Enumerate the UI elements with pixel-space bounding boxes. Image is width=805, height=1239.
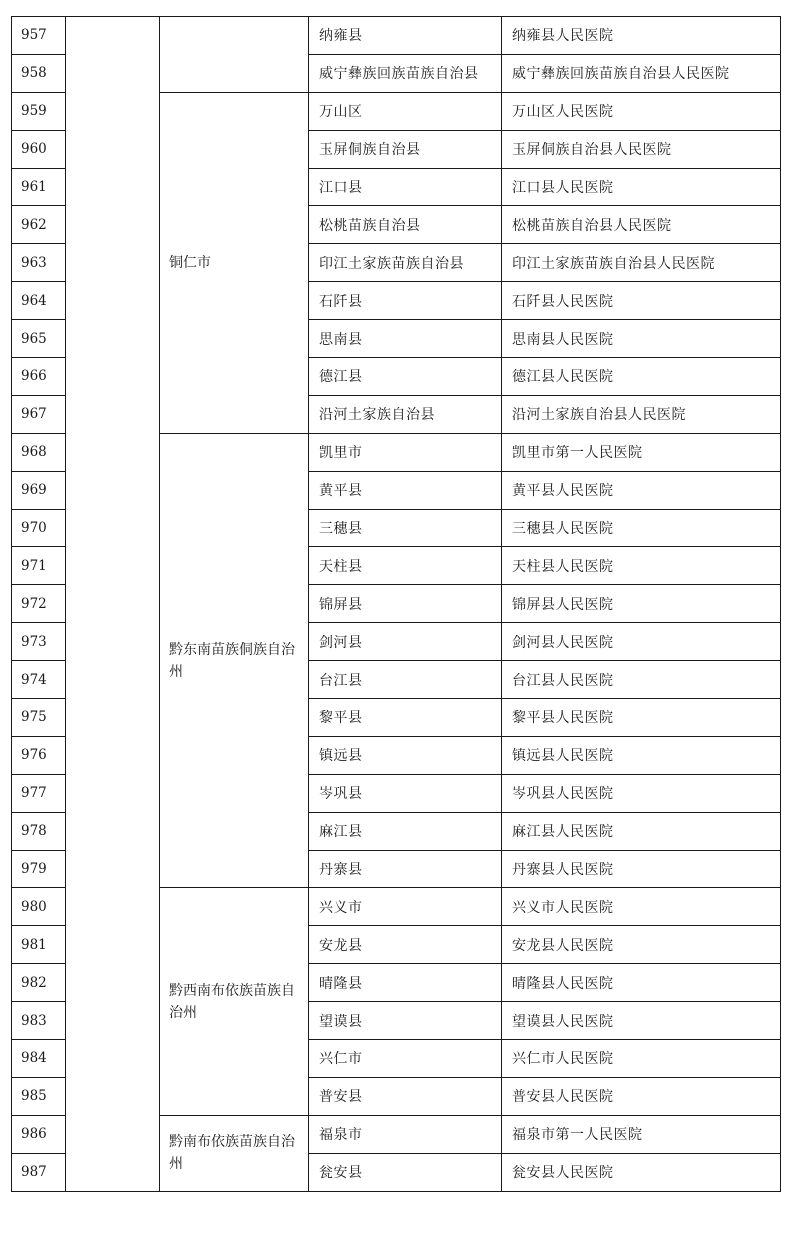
row-number: 973	[12, 623, 66, 661]
row-number: 960	[12, 130, 66, 168]
city-cell-continued	[160, 17, 309, 93]
row-number: 963	[12, 244, 66, 282]
hospital-cell: 望谟县人民医院	[502, 1002, 781, 1040]
hospital-cell: 兴义市人民医院	[502, 888, 781, 926]
row-number: 959	[12, 92, 66, 130]
hospital-cell: 石阡县人民医院	[502, 282, 781, 320]
hospital-cell: 思南县人民医院	[502, 320, 781, 358]
county-cell: 黄平县	[309, 471, 502, 509]
hospital-cell: 兴仁市人民医院	[502, 1040, 781, 1078]
row-number: 983	[12, 1002, 66, 1040]
hospital-cell: 德江县人民医院	[502, 358, 781, 396]
city-cell-qianxinan: 黔西南布依族苗族自治州	[160, 888, 309, 1115]
county-cell: 玉屏侗族自治县	[309, 130, 502, 168]
row-number: 984	[12, 1040, 66, 1078]
row-number: 957	[12, 17, 66, 55]
county-cell: 岑巩县	[309, 774, 502, 812]
row-number: 975	[12, 699, 66, 737]
county-cell: 印江土家族苗族自治县	[309, 244, 502, 282]
county-cell: 望谟县	[309, 1002, 502, 1040]
row-number: 979	[12, 850, 66, 888]
row-number: 976	[12, 736, 66, 774]
county-cell: 剑河县	[309, 623, 502, 661]
row-number: 961	[12, 168, 66, 206]
row-number: 965	[12, 320, 66, 358]
county-cell: 兴仁市	[309, 1040, 502, 1078]
county-cell: 镇远县	[309, 736, 502, 774]
county-cell: 松桃苗族自治县	[309, 206, 502, 244]
hospital-cell: 三穗县人民医院	[502, 509, 781, 547]
hospital-cell: 黎平县人民医院	[502, 699, 781, 737]
county-cell: 福泉市	[309, 1115, 502, 1153]
row-number: 970	[12, 509, 66, 547]
city-cell-qiandongnan: 黔东南苗族侗族自治州	[160, 433, 309, 888]
hospital-cell: 瓮安县人民医院	[502, 1153, 781, 1191]
county-cell: 丹寨县	[309, 850, 502, 888]
county-cell: 威宁彝族回族苗族自治县	[309, 54, 502, 92]
row-number: 966	[12, 358, 66, 396]
hospital-cell: 威宁彝族回族苗族自治县人民医院	[502, 54, 781, 92]
row-number: 977	[12, 774, 66, 812]
hospital-cell: 万山区人民医院	[502, 92, 781, 130]
hospital-cell: 剑河县人民医院	[502, 623, 781, 661]
row-number: 958	[12, 54, 66, 92]
row-number: 981	[12, 926, 66, 964]
hospital-cell: 镇远县人民医院	[502, 736, 781, 774]
row-number: 967	[12, 395, 66, 433]
hospital-cell: 岑巩县人民医院	[502, 774, 781, 812]
hospital-cell: 纳雍县人民医院	[502, 17, 781, 55]
county-cell: 德江县	[309, 358, 502, 396]
city-cell-tongren: 铜仁市	[160, 92, 309, 433]
hospital-cell: 锦屏县人民医院	[502, 585, 781, 623]
county-cell: 普安县	[309, 1077, 502, 1115]
county-cell: 安龙县	[309, 926, 502, 964]
row-number: 964	[12, 282, 66, 320]
row-number: 982	[12, 964, 66, 1002]
row-number: 972	[12, 585, 66, 623]
city-cell-qiannan: 黔南布依族苗族自治州	[160, 1115, 309, 1191]
county-cell: 万山区	[309, 92, 502, 130]
row-number: 969	[12, 471, 66, 509]
hospital-table	[11, 16, 781, 1192]
row-number: 980	[12, 888, 66, 926]
county-cell: 台江县	[309, 661, 502, 699]
hospital-cell: 台江县人民医院	[502, 661, 781, 699]
hospital-cell: 天柱县人民医院	[502, 547, 781, 585]
county-cell: 兴义市	[309, 888, 502, 926]
hospital-cell: 凯里市第一人民医院	[502, 433, 781, 471]
row-number: 974	[12, 661, 66, 699]
table-body	[12, 17, 781, 1192]
table-row	[12, 17, 781, 55]
hospital-cell: 普安县人民医院	[502, 1077, 781, 1115]
hospital-cell: 丹寨县人民医院	[502, 850, 781, 888]
row-number: 978	[12, 812, 66, 850]
row-number: 987	[12, 1153, 66, 1191]
hospital-cell: 印江土家族苗族自治县人民医院	[502, 244, 781, 282]
county-cell: 沿河土家族自治县	[309, 395, 502, 433]
county-cell: 天柱县	[309, 547, 502, 585]
row-number: 962	[12, 206, 66, 244]
hospital-cell: 安龙县人民医院	[502, 926, 781, 964]
hospital-cell: 晴隆县人民医院	[502, 964, 781, 1002]
row-number: 968	[12, 433, 66, 471]
county-cell: 瓮安县	[309, 1153, 502, 1191]
province-cell	[66, 17, 160, 1192]
county-cell: 思南县	[309, 320, 502, 358]
county-cell: 麻江县	[309, 812, 502, 850]
hospital-cell: 麻江县人民医院	[502, 812, 781, 850]
hospital-list-sheet	[11, 16, 781, 1192]
row-number: 971	[12, 547, 66, 585]
county-cell: 晴隆县	[309, 964, 502, 1002]
county-cell: 石阡县	[309, 282, 502, 320]
hospital-cell: 玉屏侗族自治县人民医院	[502, 130, 781, 168]
county-cell: 黎平县	[309, 699, 502, 737]
hospital-cell: 江口县人民医院	[502, 168, 781, 206]
county-cell: 锦屏县	[309, 585, 502, 623]
hospital-cell: 松桃苗族自治县人民医院	[502, 206, 781, 244]
hospital-cell: 福泉市第一人民医院	[502, 1115, 781, 1153]
hospital-cell: 沿河土家族自治县人民医院	[502, 395, 781, 433]
county-cell: 三穗县	[309, 509, 502, 547]
county-cell: 凯里市	[309, 433, 502, 471]
county-cell: 江口县	[309, 168, 502, 206]
hospital-cell: 黄平县人民医院	[502, 471, 781, 509]
row-number: 985	[12, 1077, 66, 1115]
row-number: 986	[12, 1115, 66, 1153]
county-cell: 纳雍县	[309, 17, 502, 55]
